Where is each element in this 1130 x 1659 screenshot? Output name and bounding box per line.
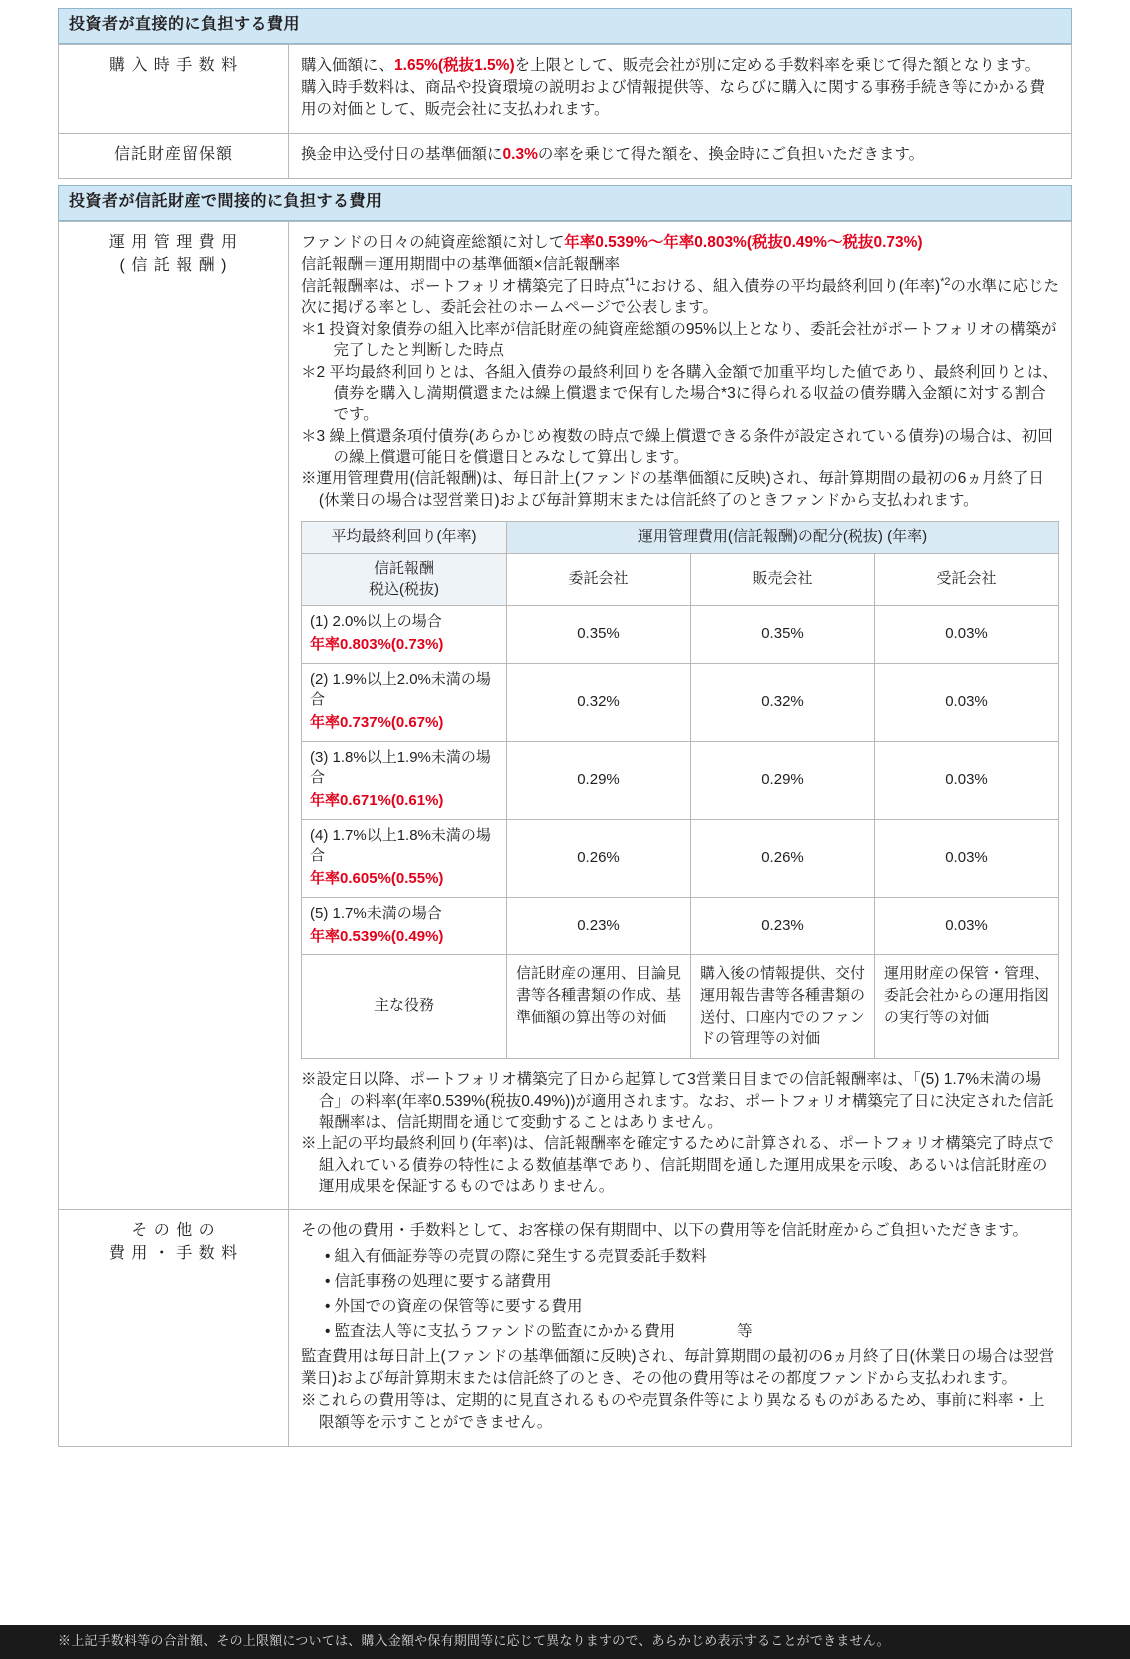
row-body-other-fees — [289, 1210, 1072, 1447]
other-fees-label-line1: そ の 他 の — [131, 1222, 216, 1240]
section-heading-indirect-costs: 投資者が信託財産で間接的に負担する費用 — [58, 185, 1072, 221]
cell-trustee-5: 0.03% — [875, 897, 1059, 954]
rate-value-1: 年率0.803%(0.73%) — [310, 635, 444, 653]
rate-value-3: 年率0.671%(0.61%) — [310, 792, 444, 810]
rate-condition-1: (1) 2.0%以上の場合 — [310, 613, 442, 631]
section-heading-direct-costs: 投資者が直接的に負担する費用 — [58, 8, 1072, 44]
trust-retention-paragraph: 換金申込受付日の基準価額に0.3%の率を乗じて得た額を、換金時にご負担いただきます。 — [301, 145, 925, 163]
list-item: • 組入有価証券等の売買の際に発生する売買委託手数料 — [325, 1246, 1059, 1268]
management-note-4: ※運用管理費用(信託報酬)は、毎日計上(ファンドの基準価額に反映)され、毎計算期間の最初の6ヵ月終了日(休業日の場合は翌営業日)および毎計算期末または信託終了のときファンドから支払われます。 — [301, 470, 1044, 509]
list-item: • 外国での資産の保管等に要する費用 — [325, 1296, 1059, 1318]
subheader-line2: 税込(税抜) — [369, 580, 439, 598]
table-row — [59, 1210, 1072, 1447]
cell-distributor-2: 0.32% — [691, 663, 875, 741]
fee-distribution-table — [301, 521, 1059, 1059]
table-row-roles — [302, 955, 1059, 1059]
management-trailing-note-1: ※設定日以降、ポートフォリオ構築完了日から起算して3営業日目までの信託報酬率は、「(5) 1.7%未満の場合」の料率(年率0.539%(税抜0.49%))が適用されます。なお、ポートフォリオ構築完了日に決定された信託報酬率は、信託期間を通じて変動することはありません。 — [301, 1071, 1054, 1131]
rate-value-4: 年率0.605%(0.55%) — [310, 870, 444, 888]
management-note-2: ＊2 平均最終利回りとは、各組入債券の最終利回りを各購入金額で加重平均した値であり、最終利回りとは、債券を購入し満期償還または繰上償還まで保有した場合*3に得られる収益の債券購入金額に対する割合です。 — [301, 363, 1058, 424]
cell-trustor-4: 0.26% — [507, 819, 691, 897]
management-trailing-note-2: ※上記の平均最終利回り(年率)は、信託報酬率を確定するために計算される、ポートフォリオ構築完了時点で組入れている債券の特性による数値基準であり、信託期間を通した運用成果を示唆、あるいは信託財産の運用成果を保証するものではありません。 — [301, 1135, 1054, 1196]
cell-trustee-3: 0.03% — [875, 741, 1059, 819]
indirect-costs-table — [58, 221, 1072, 1447]
management-note-3: ＊3 繰上償還条項付債券(あらかじめ複数の時点で繰上償還できる条件が設定されている債券)の場合は、初回の繰上償還可能日を償還日とみなして算出します。 — [301, 427, 1053, 467]
trust-retention-rate: 0.3% — [502, 145, 538, 163]
rate-condition-cell-5 — [302, 897, 507, 954]
cell-trustor-2: 0.32% — [507, 663, 691, 741]
role-row-label: 主な役務 — [302, 955, 507, 1059]
subheader-line1: 信託報酬 — [373, 559, 434, 577]
cell-trustor-5: 0.23% — [507, 897, 691, 954]
role-distributor: 購入後の情報提供、交付運用報告書等各種書類の送付、口座内でのファンドの管理等の対価 — [691, 955, 875, 1059]
management-intro-rate: 年率0.539%〜年率0.803%(税抜0.49%〜税抜0.73%) — [564, 234, 923, 252]
cell-distributor-4: 0.26% — [691, 819, 875, 897]
cell-distributor-1: 0.35% — [691, 606, 875, 663]
footer-note-text: ※上記手数料等の合計額、その上限額については、購入金額や保有期間等に応じて異なりますので、あらかじめ表示することができません。 — [58, 1632, 890, 1648]
management-line-1: 信託報酬＝運用期間中の基準価額×信託報酬率 — [301, 255, 621, 273]
table-row — [59, 44, 1072, 133]
list-item: • 信託事務の処理に要する諸費用 — [325, 1271, 1059, 1293]
cell-trustee-1: 0.03% — [875, 606, 1059, 663]
rate-value-2: 年率0.737%(0.67%) — [310, 714, 444, 731]
rate-condition-5: (5) 1.7%未満の場合 — [310, 904, 442, 922]
role-trustee: 運用財産の保管・管理、委託会社からの運用指図の実行等の対価 — [875, 955, 1059, 1059]
other-fees-intro: その他の費用・手数料として、お客様の保有期間中、以下の費用等を信託財産からご負担いただきます。 — [301, 1222, 1028, 1240]
purchase-fee-paragraph-2: 購入時手数料は、商品や投資環境の説明および情報提供等、ならびに購入に関する事務手続き等にかかる費用の対価として、販売会社に支払われます。 — [301, 78, 1046, 118]
table-row — [302, 606, 1059, 663]
col-header-distributor: 販売会社 — [691, 553, 875, 605]
row-body-management-fee — [289, 222, 1072, 1210]
table-row — [59, 133, 1072, 179]
rate-condition-2: (2) 1.9%以上2.0%未満の場合 — [310, 670, 491, 709]
col-header-distribution: 運用管理費用(信託報酬)の配分(税抜) (年率) — [507, 522, 1059, 554]
management-fee-label-line2: ( 信 託 報 酬 ) — [119, 256, 228, 274]
table-subheader-row — [302, 553, 1059, 605]
table-header-row — [302, 522, 1059, 554]
direct-costs-table — [58, 44, 1072, 180]
cell-trustor-3: 0.29% — [507, 741, 691, 819]
cell-distributor-3: 0.29% — [691, 741, 875, 819]
col-header-trustor: 委託会社 — [507, 553, 691, 605]
other-fees-label-line2: 費 用 ・ 手 数 料 — [108, 1245, 239, 1263]
rate-condition-cell-3 — [302, 741, 507, 819]
rate-condition-cell-4 — [302, 819, 507, 897]
row-label-management-fee — [59, 222, 289, 1210]
management-note-1: ＊1 投資対象債券の組入比率が信託財産の純資産総額の95%以上となり、委託会社がポートフォリオの構築が完了したと判断した時点 — [301, 320, 1057, 360]
rate-condition-cell-1 — [302, 606, 507, 663]
table-row — [302, 741, 1059, 819]
cell-trustor-1: 0.35% — [507, 606, 691, 663]
col-header-trustee: 受託会社 — [875, 553, 1059, 605]
row-label-purchase-fee: 購 入 時 手 数 料 — [59, 44, 289, 133]
cell-trustee-4: 0.03% — [875, 819, 1059, 897]
management-line-2: 信託報酬率は、ポートフォリオ構築完了日時点$^{*1}$における、組入債券の平均最終利回り(年率)$^{*2}$の水準に応じた次に掲げる率とし、委託会社のホームページで公表します。 — [301, 275, 1059, 317]
table-row — [302, 897, 1059, 954]
list-item: • 監査法人等に支払うファンドの監査にかかる費用 等 — [325, 1321, 1059, 1343]
management-intro — [301, 232, 1059, 253]
rate-value-5: 年率0.539%(0.49%) — [310, 927, 444, 945]
management-fee-label-line1: 運 用 管 理 費 用 — [108, 234, 239, 252]
table-row — [302, 819, 1059, 897]
table-row — [302, 663, 1059, 741]
table-row — [59, 222, 1072, 1210]
col-header-average-yield: 平均最終利回り(年率) — [302, 522, 507, 554]
row-label-trust-retention: 信託財産留保額 — [59, 133, 289, 179]
other-fees-paragraph-1: 監査費用は毎日計上(ファンドの基準価額に反映)され、毎計算期間の最初の6ヵ月終了日(休業日の場合は翌営業日)および毎計算期末または信託終了のとき、その他の費用等はその都度ファンドから支払われます。 — [301, 1348, 1055, 1388]
footer-note-bar — [0, 1625, 1130, 1659]
other-fees-list — [301, 1246, 1059, 1343]
cell-distributor-5: 0.23% — [691, 897, 875, 954]
purchase-fee-rate: 1.65%(税抜1.5%) — [394, 56, 515, 74]
rate-condition-3: (3) 1.8%以上1.9%未満の場合 — [310, 748, 491, 787]
row-label-other-fees — [59, 1210, 289, 1447]
col-subheader-trust-fee — [302, 553, 507, 605]
row-body-trust-retention — [289, 133, 1072, 179]
rate-condition-4: (4) 1.7%以上1.8%未満の場合 — [310, 826, 491, 865]
other-fees-paragraph-2: ※これらの費用等は、定期的に見直されるものや売買条件等により異なるものがあるため、事前に料率・上限額等を示すことができません。 — [301, 1392, 1045, 1432]
purchase-fee-paragraph-1: 購入価額に、1.65%(税抜1.5%)を上限として、販売会社が別に定める手数料率を乗じて得た額となります。 — [301, 56, 1041, 74]
cell-trustee-2: 0.03% — [875, 663, 1059, 741]
rate-condition-cell-2 — [302, 663, 507, 741]
row-body-purchase-fee — [289, 44, 1072, 133]
role-trustor: 信託財産の運用、目論見書等各種書類の作成、基準価額の算出等の対価 — [507, 955, 691, 1059]
management-intro-pre: ファンドの日々の純資産総額に対して — [301, 234, 565, 252]
